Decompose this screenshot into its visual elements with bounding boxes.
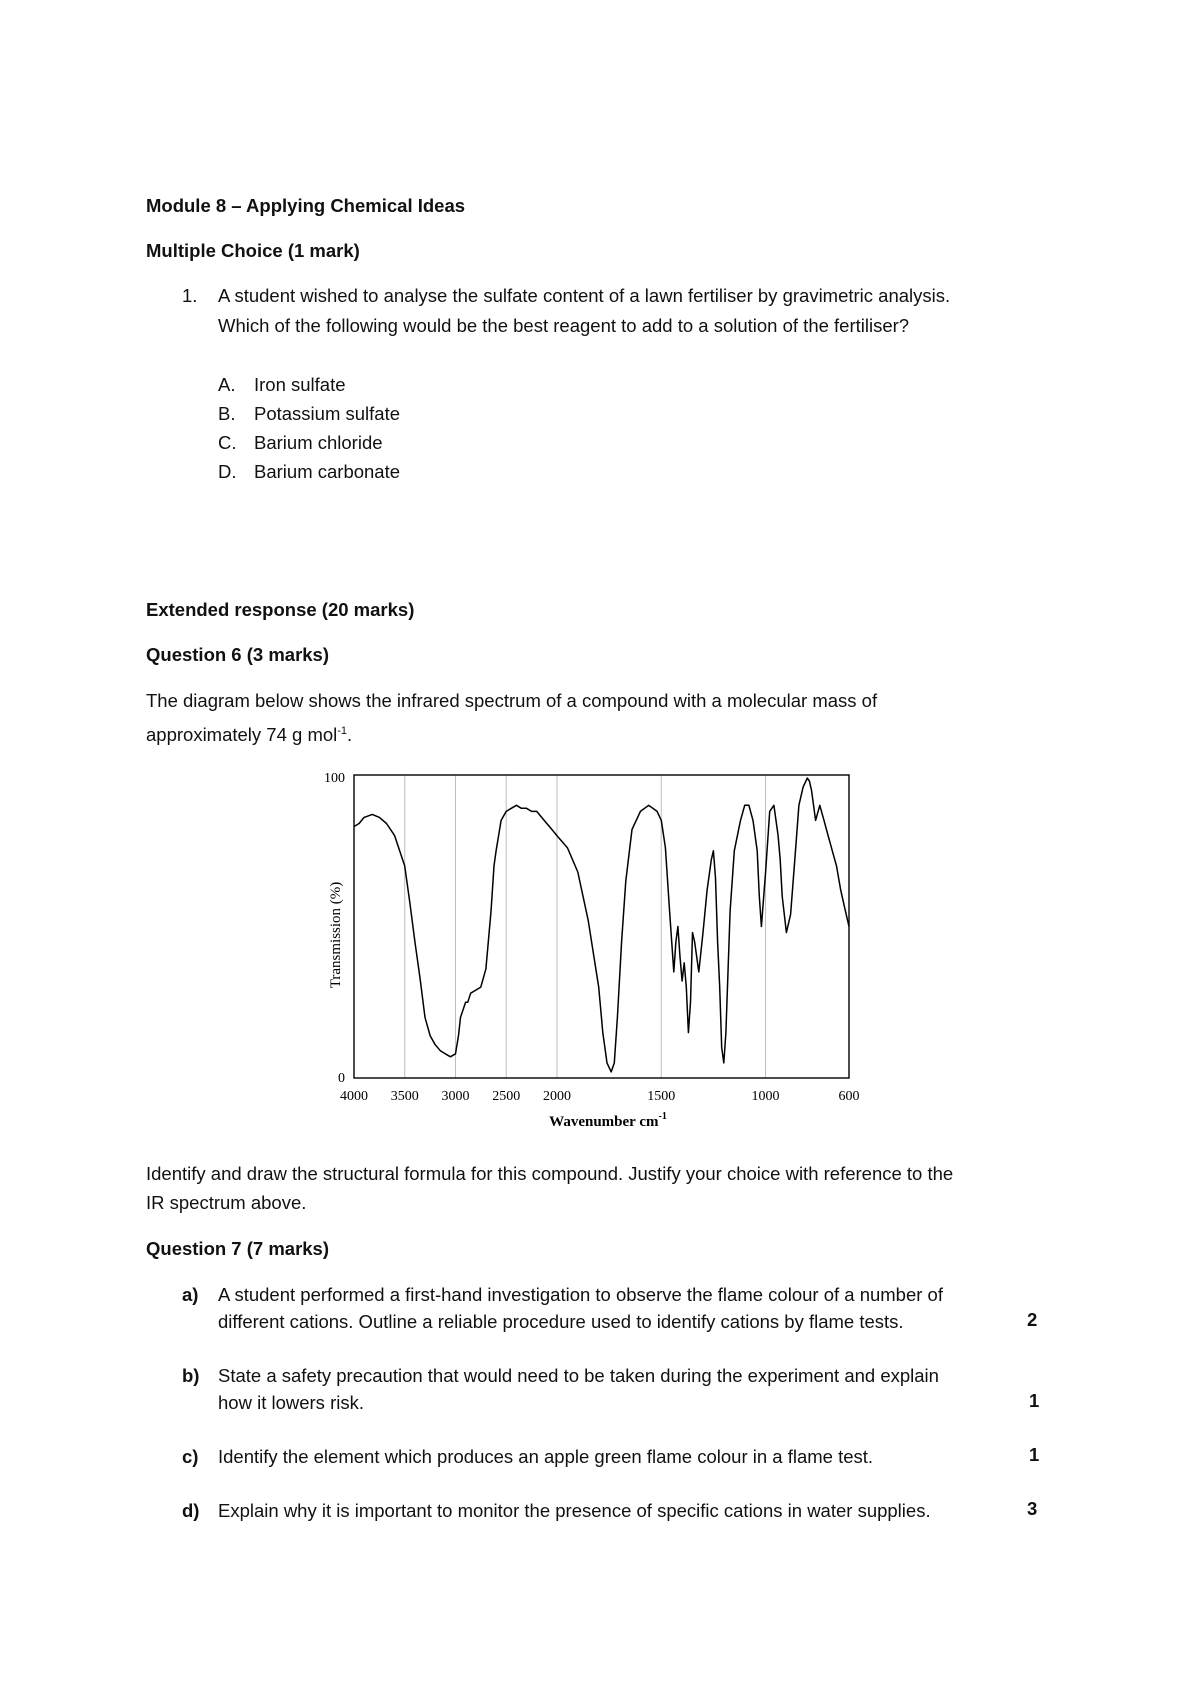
- x-tick-label: 3000: [441, 1089, 470, 1104]
- q6-prompt-line1: Identify and draw the structural formula for this compound. Justify your choice with reference to the: [146, 1163, 954, 1184]
- option-c-letter: C.: [218, 432, 237, 453]
- option-b-text: Potassium sulfate: [254, 403, 401, 424]
- q1-number: 1.: [182, 285, 198, 306]
- q6-intro-line2: [146, 718, 352, 748]
- q7d-label: d): [182, 1500, 200, 1521]
- x-tick-label: 2000: [542, 1089, 571, 1104]
- option-b-letter: B.: [218, 403, 236, 424]
- q7d-line1: Explain why it is important to monitor the presence of specific cations in water supplies.: [218, 1500, 931, 1521]
- q1-line1: A student wished to analyse the sulfate content of a lawn fertiliser by gravimetric analysis.: [218, 285, 951, 306]
- y-tick-100: 100: [324, 771, 345, 786]
- x-axis-label: [549, 1111, 667, 1130]
- q7b-marks: 1: [1029, 1390, 1040, 1411]
- q7c-marks: 1: [1029, 1444, 1040, 1465]
- extended-heading: Extended response (20 marks): [146, 599, 415, 620]
- x-tick-label: 600: [838, 1089, 860, 1104]
- mc-heading: Multiple Choice (1 mark): [146, 240, 360, 261]
- x-axis-label-text: Wavenumber cm: [549, 1114, 659, 1130]
- x-axis-label-sup: -1: [658, 1111, 667, 1122]
- q7a-line2: different cations. Outline a reliable procedure used to identify cations by flame tests.: [218, 1311, 904, 1332]
- q6-intro-sup: -1: [337, 725, 348, 737]
- x-tick-label: 3500: [390, 1089, 419, 1104]
- q7b-line2: how it lowers risk.: [218, 1392, 364, 1413]
- spectrum-line: [354, 778, 849, 1072]
- option-d-letter: D.: [218, 461, 237, 482]
- x-tick-label: 2500: [492, 1089, 521, 1104]
- q7b-label: b): [182, 1365, 200, 1386]
- q6-heading: Question 6 (3 marks): [146, 644, 330, 665]
- q6-intro-text: approximately 74 g mol: [146, 724, 338, 746]
- q7c-label: c): [182, 1446, 199, 1467]
- option-a-text: Iron sulfate: [254, 374, 346, 395]
- q7a-marks: 2: [1027, 1309, 1038, 1330]
- q6-prompt-line2: IR spectrum above.: [146, 1192, 307, 1213]
- option-c-text: Barium chloride: [254, 432, 383, 453]
- x-tick-label: 1500: [647, 1089, 676, 1104]
- q6-intro-line1: The diagram below shows the infrared spectrum of a compound with a molecular mass of: [146, 690, 878, 711]
- option-a-letter: A.: [218, 374, 236, 395]
- module-title: Module 8 – Applying Chemical Ideas: [146, 195, 466, 216]
- q1-line2: Which of the following would be the best reagent to add to a solution of the fertiliser?: [218, 315, 910, 336]
- plot-frame: [354, 775, 849, 1078]
- x-tick-label: 1000: [751, 1089, 780, 1104]
- x-tick-label: 4000: [340, 1089, 368, 1104]
- q7d-marks: 3: [1027, 1498, 1038, 1519]
- q7-heading: Question 7 (7 marks): [146, 1238, 330, 1259]
- y-tick-0: 0: [338, 1071, 345, 1086]
- q7c-line1: Identify the element which produces an apple green flame colour in a flame test.: [218, 1446, 874, 1467]
- q7b-line1: State a safety precaution that would need to be taken during the experiment and explain: [218, 1365, 939, 1386]
- q7a-line1: A student performed a first-hand investigation to observe the flame colour of a number of: [218, 1284, 943, 1305]
- y-axis-label: Transmission (%): [328, 881, 344, 989]
- q7a-label: a): [182, 1284, 199, 1305]
- q6-intro-end: .: [347, 724, 353, 746]
- option-d-text: Barium carbonate: [254, 461, 401, 482]
- ir-spectrum-chart: [300, 760, 880, 1140]
